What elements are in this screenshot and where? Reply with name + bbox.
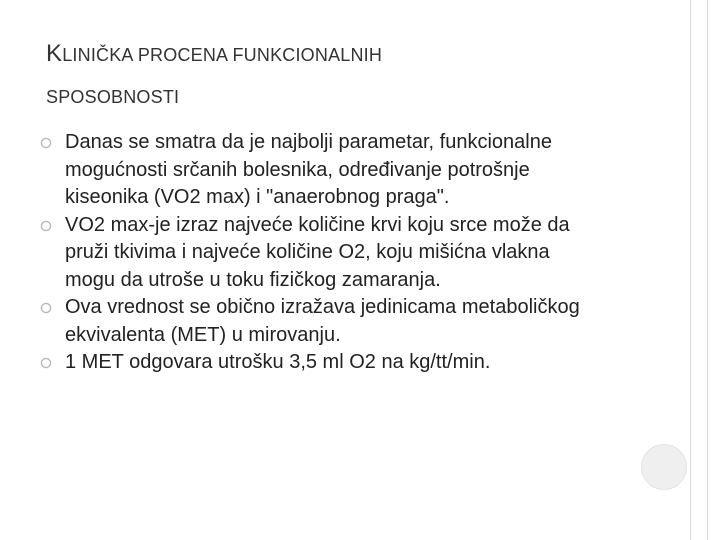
title-line-1-text: LINIČKA PROCENA FUNKCIONALNIH — [62, 45, 383, 65]
circle-outline-bullet-icon — [40, 220, 52, 232]
title-initial-letter: K — [46, 40, 63, 67]
bullet-item — [40, 129, 600, 212]
slide-title-line-2: SPOSOBNOSTI — [46, 87, 180, 107]
decorative-circle — [641, 444, 687, 490]
bullet-text: 1 MET odgovara utrošku 3,5 ml O2 na kg/tt/min. — [65, 351, 491, 373]
decorative-vertical-line — [707, 0, 708, 540]
bullet-item — [40, 212, 600, 295]
circle-outline-bullet-icon — [40, 357, 52, 369]
slide-title-line-1 — [46, 34, 606, 77]
decorative-vertical-line — [690, 0, 691, 540]
bullet-text: Danas se smatra da je najbolji parametar, funkcionalne mogućnosti srčanih bolesnika, određivanje potrošnje kiseonika (VO2 max) i "anaerobnog praga". — [65, 131, 552, 208]
slide-bullet-list — [40, 129, 600, 377]
bullet-text: Ova vrednost se obično izražava jedinicama metaboličkog ekvivalenta (MET) u mirovanju. — [65, 296, 580, 346]
bullet-text: VO2 max-je izraz najveće količine krvi koju srce može da pruži tkivima i najveće količine O2, koju mišićna vlakna mogu da utroše u toku fizičkog zamaranja. — [65, 213, 570, 291]
slide-title — [46, 34, 606, 117]
bullet-item — [40, 294, 600, 349]
circle-outline-bullet-icon — [40, 137, 52, 149]
bullet-item — [40, 349, 600, 377]
circle-outline-bullet-icon — [40, 302, 52, 314]
